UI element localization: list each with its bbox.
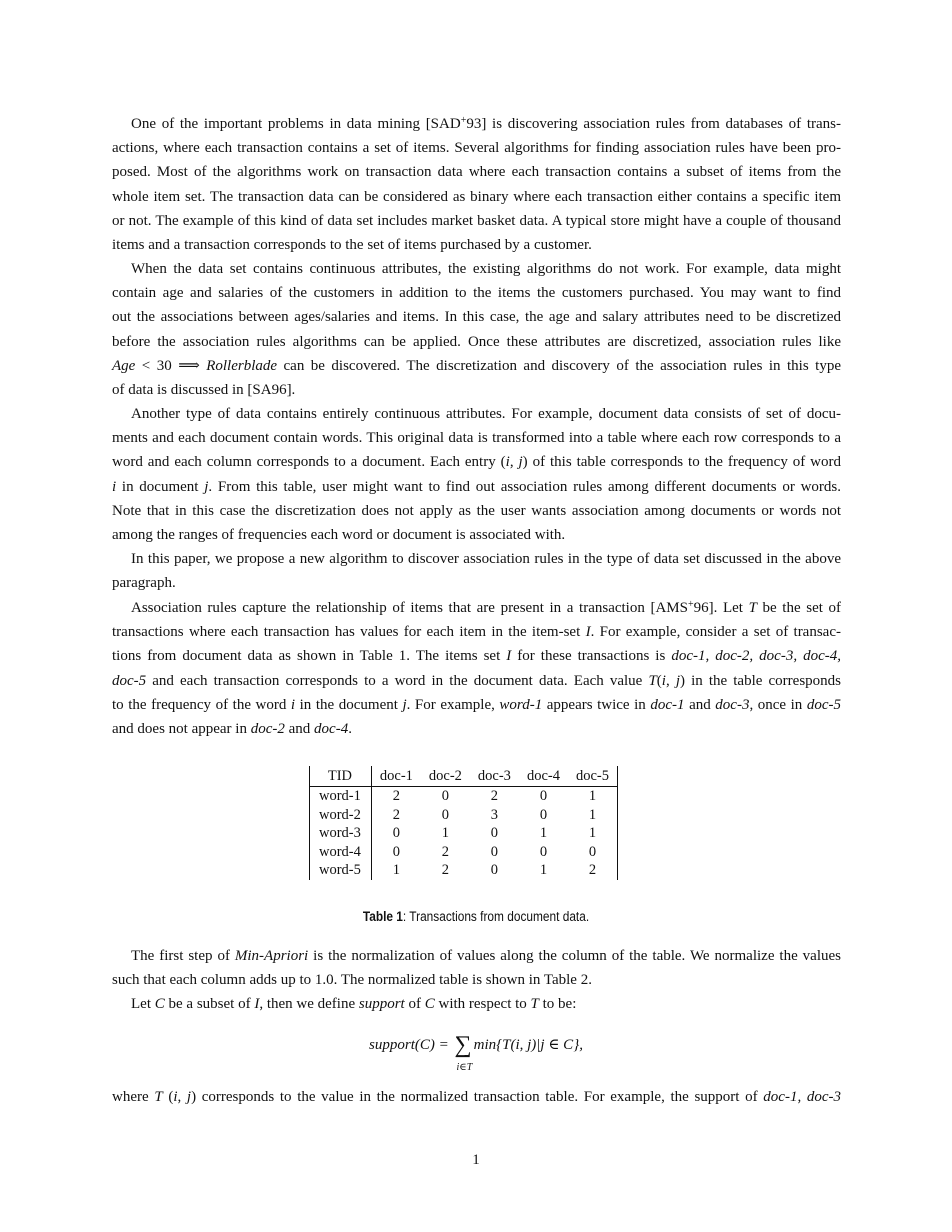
table-cell: 0: [371, 843, 421, 862]
support-equation: [0, 1032, 952, 1073]
table-cell: 1: [568, 806, 618, 825]
italic-term: support: [358, 996, 405, 1013]
text-line: [112, 644, 841, 668]
italic-term: Rollerblade: [206, 357, 278, 374]
text-run: can be discovered. The discretization and discovery of the association rules in this type: [277, 357, 841, 374]
italic-term: j: [186, 1089, 192, 1105]
row-label: word-3: [310, 824, 372, 843]
paragraph-document-data: [112, 402, 841, 547]
table-cell: 0: [490, 862, 499, 879]
paragraph-where: [112, 1085, 841, 1109]
column-header-doc-1: doc-1: [371, 766, 421, 787]
row-label: word-2: [310, 806, 372, 825]
table-cell: 0: [490, 825, 499, 842]
text-run: ments and each document contain words. This original data is transformed into a table where each row corresponds to a: [112, 430, 841, 447]
text-line: [112, 992, 841, 1016]
italic-term: doc-5: [112, 672, 147, 689]
italic-term: T: [530, 996, 539, 1013]
summation-symbol: [454, 1032, 473, 1073]
table-cell: 2: [371, 787, 421, 806]
italic-term: doc-1: [650, 696, 685, 713]
superscript: +: [687, 599, 694, 610]
paragraph-normalization: [112, 944, 841, 1017]
text-run: and: [684, 696, 716, 713]
italic-term: i: [505, 454, 510, 471]
text-run: (: [162, 1089, 174, 1105]
text-run: of data is discussed in [SA96].: [112, 381, 296, 398]
text-line: [112, 499, 841, 523]
text-line: [112, 160, 841, 184]
column-header-doc-5: doc-5: [568, 766, 618, 787]
table-cell: 3: [490, 806, 499, 823]
text-run: and each transaction corresponds to a word in the document data. Each value: [146, 672, 649, 689]
column-header-doc-3: doc-3: [470, 766, 519, 787]
text-run: One of the important problems in data mining [SAD: [131, 116, 461, 132]
caption-label: Table 1: [362, 909, 403, 924]
italic-term: Age: [112, 357, 136, 374]
paragraph-continuous-attributes: [112, 257, 841, 402]
text-line: [112, 620, 841, 644]
text-run: to the frequency of the word: [112, 696, 291, 713]
transactions-table: [309, 766, 618, 880]
equation-rhs: min{T(i, j)|j ∈ C},: [473, 1037, 583, 1053]
italic-term: doc-1, doc-3: [763, 1089, 842, 1105]
table-header-row: [310, 766, 618, 787]
table-row: [310, 824, 618, 843]
text-run: and: [284, 720, 315, 737]
italic-term: doc-3: [715, 696, 750, 713]
text-run: out the associations between ages/salaries and items. In this case, the age and salary attributes need to be discretized: [112, 309, 841, 326]
table-cell: 2: [371, 806, 421, 825]
text-line: [112, 330, 841, 354]
table-cell: 1: [568, 787, 618, 806]
text-run: is the normalization of values along the column of the table. We normalize the values: [308, 948, 841, 964]
italic-term: word-1: [499, 696, 543, 713]
italic-term: I: [254, 996, 260, 1013]
table-cell: 0: [441, 788, 450, 805]
table-cell: 1: [539, 862, 548, 879]
text-line: [112, 669, 841, 693]
text-line: [112, 257, 841, 281]
text-run: with respect to: [434, 996, 531, 1013]
page-number: 1: [472, 1152, 480, 1168]
italic-term: Min-Apriori: [234, 948, 309, 964]
table-row: [310, 861, 618, 880]
text-run: Another type of data contains entirely continuous attributes. For example, document data consists of set of docu-: [131, 406, 841, 422]
text-line: [112, 571, 841, 595]
equation-lhs: support(C) =: [369, 1037, 453, 1053]
paragraph-proposal: [112, 547, 841, 595]
table-cell: 0: [539, 788, 548, 805]
text-line: [112, 717, 841, 741]
italic-term: C: [154, 996, 165, 1013]
italic-term: T: [154, 1089, 163, 1105]
paragraph-intro: [112, 112, 841, 257]
text-line: [112, 209, 841, 233]
text-run: and does not appear in: [112, 720, 251, 737]
table-cell: 2: [490, 788, 499, 805]
row-label: word-4: [310, 843, 372, 862]
table-cell: 1: [568, 824, 618, 843]
table-cell: 2: [568, 861, 618, 880]
text-run: When the data set contains continuous attributes, the existing algorithms do not work. For example, data might: [131, 261, 841, 277]
table-cell: 1: [371, 861, 421, 880]
italic-term: doc-1, doc-2, doc-3, doc-4,: [671, 648, 841, 665]
text-run: , then we define: [259, 996, 359, 1013]
text-run: such that each column adds up to 1.0. The normalized table is shown in Table 2.: [112, 972, 592, 989]
caption-text: : Transactions from document data.: [402, 909, 590, 924]
text-run: ,: [177, 1089, 187, 1105]
text-run: paragraph.: [112, 575, 176, 592]
table-cell: 0: [539, 806, 548, 823]
table-cell: 0: [371, 824, 421, 843]
text-run: . For example, consider a set of transac-: [590, 624, 841, 641]
text-line: [112, 596, 841, 620]
text-run: Note that in this case the discretization does not apply as the user wants association among documents or words not: [112, 502, 841, 519]
text-run: (: [656, 672, 662, 689]
italic-term: I: [585, 624, 591, 641]
column-header-doc-4: doc-4: [519, 766, 568, 787]
text-run: , once in: [749, 696, 807, 713]
text-run: ,: [665, 672, 676, 689]
italic-term: j: [204, 478, 209, 495]
table-cell: 2: [441, 862, 450, 879]
italic-term: i: [112, 478, 117, 495]
text-line: [112, 305, 841, 329]
text-line: [112, 281, 841, 305]
summation-subscript: i∈T: [456, 1062, 473, 1073]
row-label: word-5: [310, 861, 372, 880]
row-label: word-1: [310, 787, 372, 806]
text-run: of: [404, 996, 425, 1013]
text-run: tions from document data as shown in Table 1. The items set: [112, 648, 507, 665]
text-run: items and a transaction corresponds to the set of items purchased by a customer.: [112, 236, 592, 253]
text-run: The first step of: [131, 948, 235, 964]
text-run: In this paper, we propose a new algorithm to discover association rules in the type of data set discussed in the above: [131, 551, 841, 567]
text-run: where: [112, 1089, 155, 1105]
text-line: [112, 450, 841, 474]
table-cell: 0: [441, 806, 450, 823]
text-run: ) in the table corresponds: [679, 672, 841, 689]
italic-term: j: [675, 672, 680, 689]
text-run: 93] is discovering association rules from databases of trans-: [466, 116, 841, 132]
text-run: < 30 ⟹: [135, 357, 207, 374]
text-run: . For example,: [406, 696, 500, 713]
text-line: [112, 944, 841, 968]
text-run: Let: [131, 996, 155, 1013]
text-line: [112, 693, 841, 717]
italic-term: j: [402, 696, 407, 713]
text-run: be the set of: [756, 600, 842, 616]
text-run: ) of this table corresponds to the frequency of word: [522, 454, 841, 471]
text-run: or not. The example of this kind of data set includes market basket data. A typical store might have a couple of thousand: [112, 212, 841, 229]
text-run: . From this table, user might want to find out association rules among different documents or words.: [208, 478, 841, 495]
italic-term: T: [748, 600, 757, 616]
text-run: in the document: [295, 696, 403, 713]
text-run: for these transactions is: [511, 648, 672, 665]
column-header-tid: TID: [310, 766, 372, 787]
text-line: [112, 547, 841, 571]
italic-term: doc-4: [314, 720, 349, 737]
text-line: [112, 475, 841, 499]
text-run: appears twice in: [542, 696, 651, 713]
table-row: [310, 787, 618, 806]
table-row: [310, 843, 618, 862]
text-run: be a subset of: [164, 996, 255, 1013]
text-line: [112, 233, 841, 257]
italic-term: doc-2: [250, 720, 285, 737]
text-run: ) corresponds to the value in the normalized transaction table. For example, the support of: [191, 1089, 764, 1105]
italic-term: i: [290, 696, 296, 713]
text-run: word and each column corresponds to a document. Each entry (: [112, 454, 506, 471]
text-line: [112, 426, 841, 450]
italic-term: C: [424, 996, 435, 1013]
text-line: [112, 136, 841, 160]
text-run: .: [348, 720, 352, 737]
italic-term: j: [518, 454, 523, 471]
text-line: [112, 402, 841, 426]
text-line: [112, 1085, 841, 1109]
table-cell: 0: [490, 843, 499, 860]
text-run: 96]. Let: [693, 600, 749, 616]
table-cell: 2: [441, 843, 450, 860]
text-line: [112, 968, 841, 992]
text-run: Association rules capture the relationship of items that are present in a transaction [AMS: [131, 600, 688, 616]
text-run: before the association rules algorithms can be applied. Once these attributes are discretized, association rules like: [112, 333, 841, 350]
table-cell: 0: [539, 843, 548, 860]
superscript: +: [460, 115, 467, 126]
italic-term: i: [173, 1089, 178, 1105]
text-line: [112, 185, 841, 209]
text-line: [112, 354, 841, 378]
italic-term: i: [661, 672, 666, 689]
text-run: transactions where each transaction has values for each item in the item-set: [112, 624, 586, 641]
text-run: among the ranges of frequencies each word or document is associated with.: [112, 526, 566, 543]
italic-term: I: [506, 648, 512, 665]
text-run: whole item set. The transaction data can be considered as binary where each transaction either contains a specific item: [112, 188, 841, 205]
text-line: [112, 112, 841, 136]
italic-term: doc-5: [806, 696, 841, 713]
text-run: posed. Most of the algorithms work on transaction data where each transaction contains a subset of items from the: [112, 164, 841, 181]
text-run: in document: [116, 478, 205, 495]
text-line: [112, 523, 841, 547]
text-run: to be:: [538, 996, 577, 1013]
text-run: ,: [509, 454, 519, 471]
table-cell: 1: [539, 825, 548, 842]
table-caption: [57, 909, 895, 924]
text-line: [112, 378, 841, 402]
table-cell: 0: [568, 843, 618, 862]
paragraph-association-rules: [112, 596, 841, 741]
sum-sign: ∑: [454, 1032, 472, 1058]
italic-term: T: [648, 672, 657, 689]
table-cell: 1: [441, 825, 450, 842]
table-row: [310, 806, 618, 825]
column-header-doc-2: doc-2: [421, 766, 470, 787]
text-run: contain age and salaries of the customers in addition to the items the customers purchased. You may want to find: [112, 285, 841, 302]
text-run: actions, where each transaction contains a set of items. Several algorithms for finding association rules have been pro-: [112, 140, 841, 157]
